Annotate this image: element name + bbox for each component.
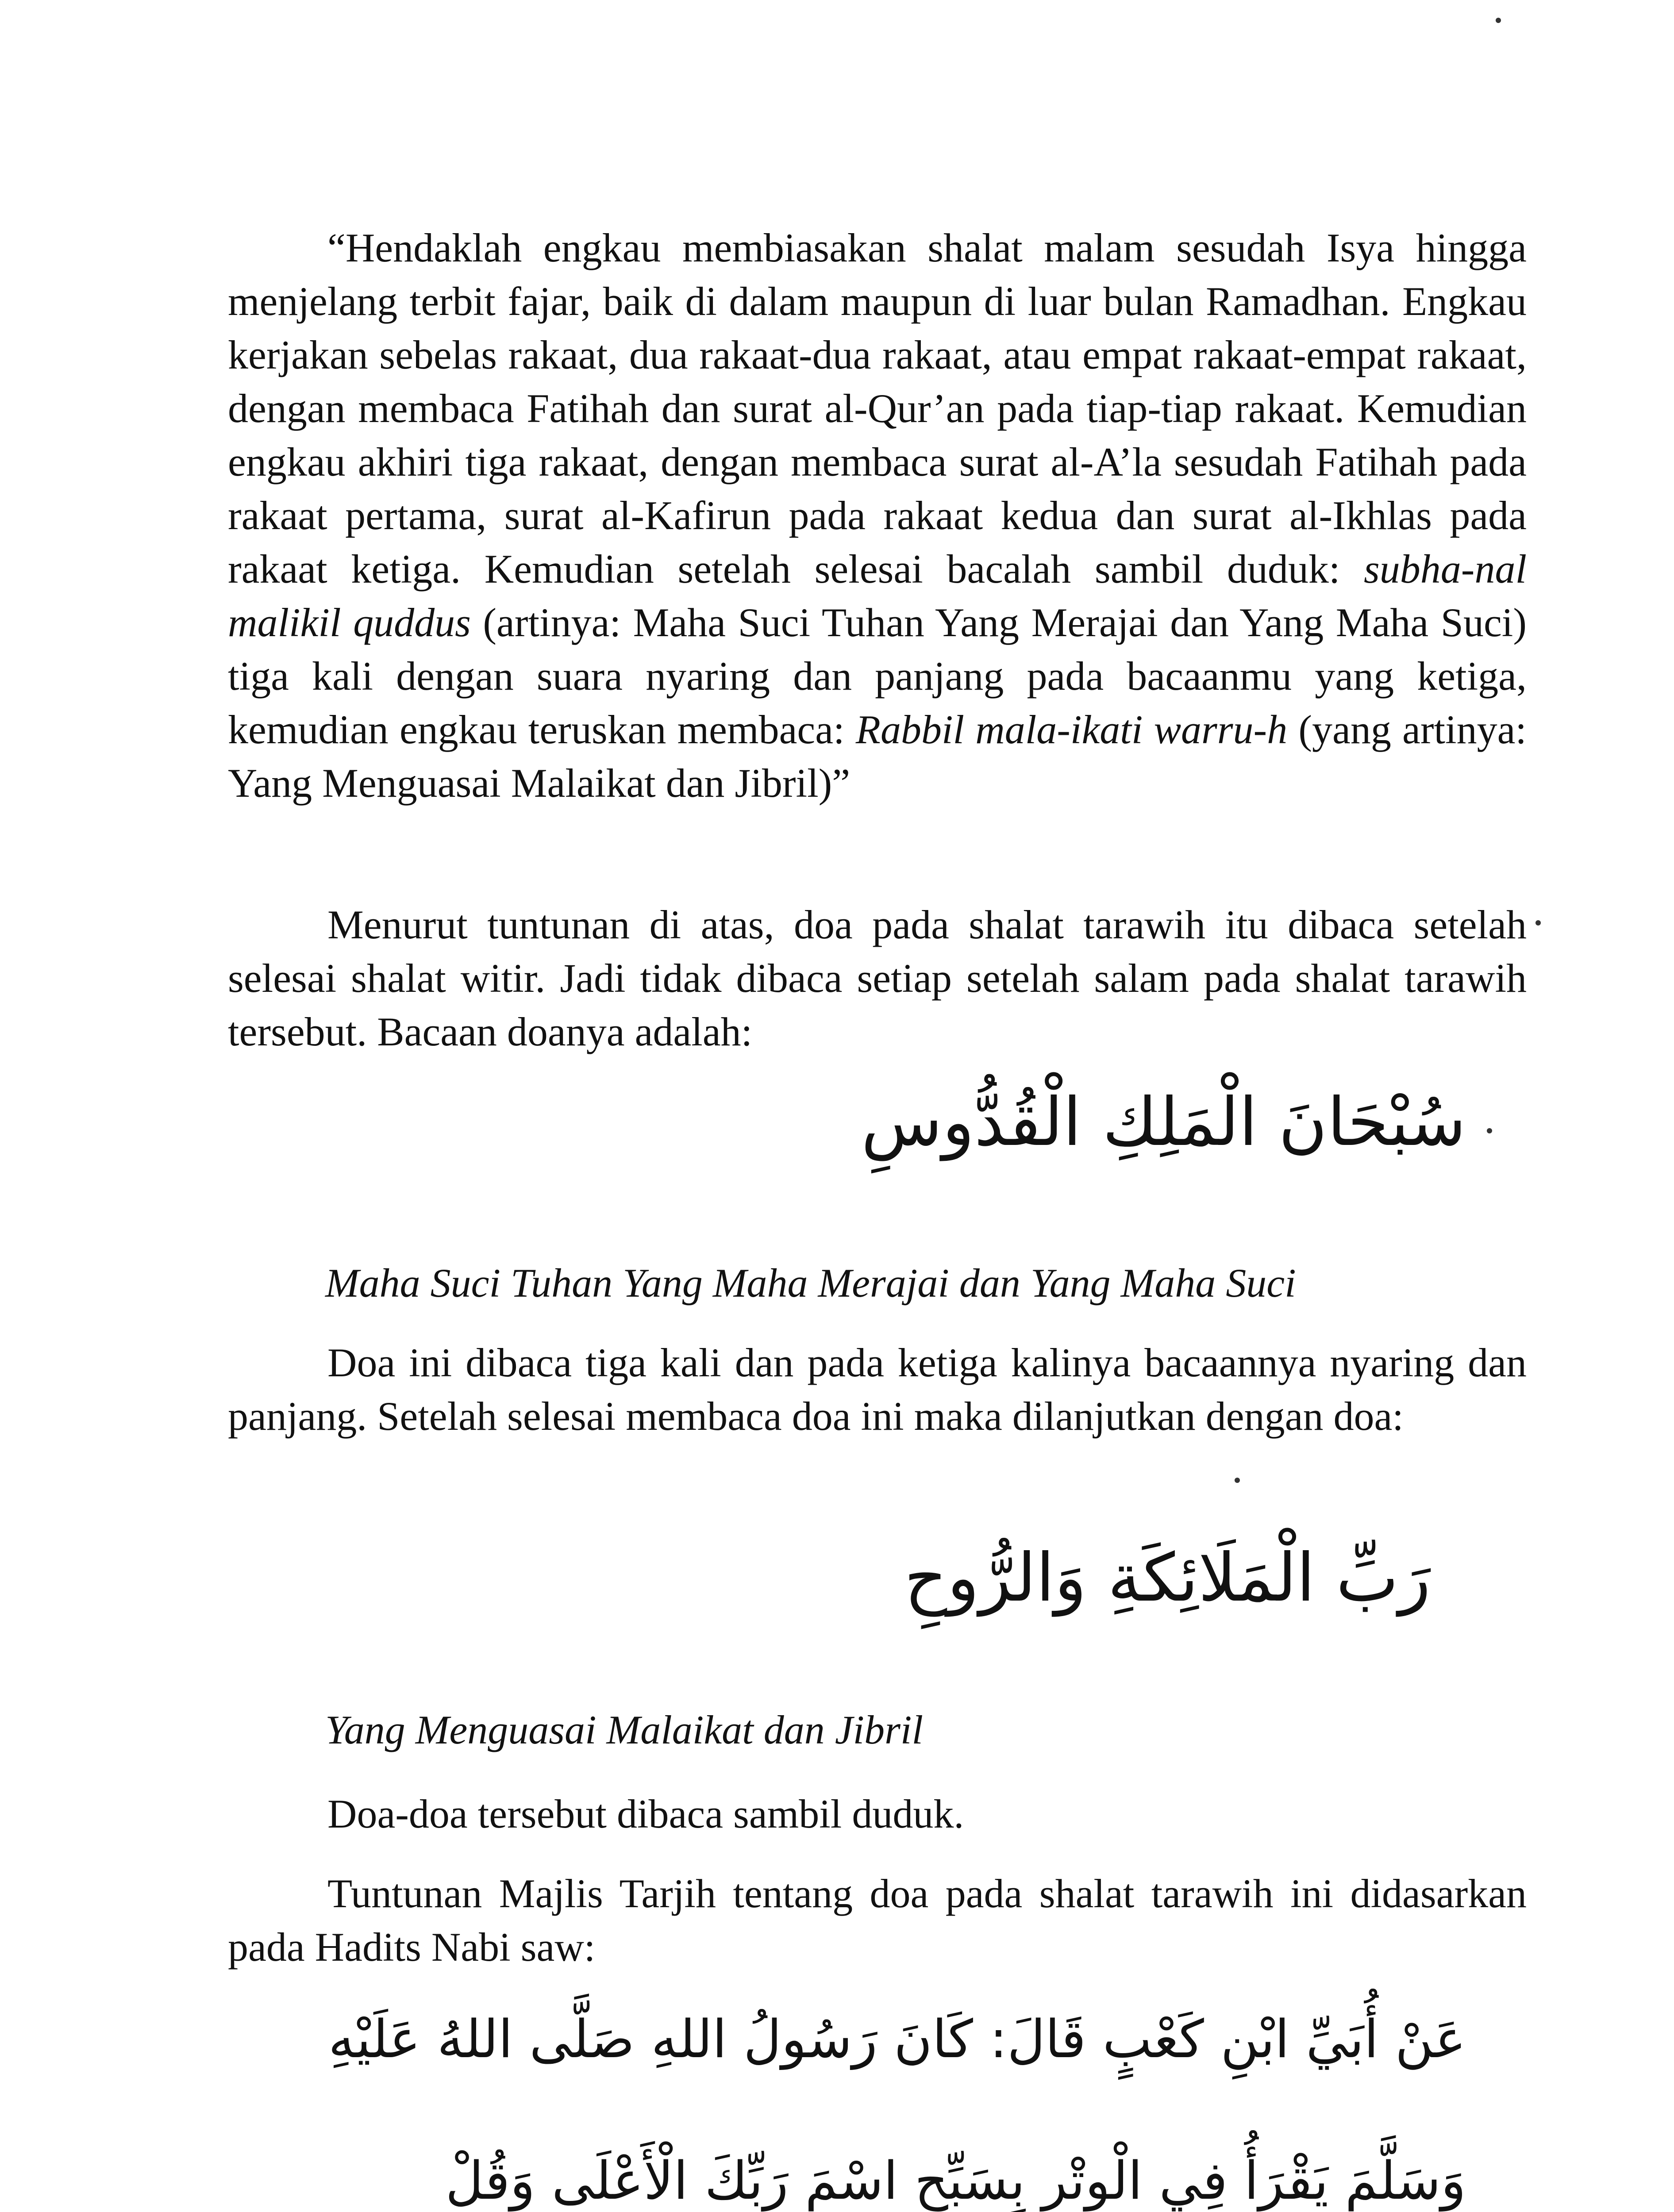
instruction-paragraph: Doa ini dibaca tiga kali dan pada ketiga kalinya bacaannya nyaring dan panjang. Setelah selesai membaca doa ini maka dilanjutkan dengan doa: bbox=[228, 1340, 1527, 1439]
quote-paragraph bbox=[228, 221, 1527, 810]
scan-speck bbox=[1487, 1128, 1492, 1133]
arabic-hadith-line-2: وَسَلَّمَ يَقْرَأُ فِي الْوِتْرِ بِسَبِّحِ اسْمَ رَبِّكَ الْأَعْلَى وَقُلْ bbox=[445, 2150, 1466, 2211]
quote-text-b: (artinya: Maha Suci Tuhan Yang Merajai dan Yang Maha Suci) tiga kali dengan suara nyaring dan panjang pada bacaanmu yang ketiga, kemudian engkau teruskan membaca: bbox=[228, 600, 1527, 752]
quote-italic-rabbil: Rabbil mala-ikati warru-h bbox=[855, 707, 1288, 752]
explanation-paragraph: Menurut tuntunan di atas, doa pada shalat tarawih itu dibaca setelah selesai shalat witir. Jadi tidak dibaca setiap setelah salam pada shalat tarawih tersebut. Bacaan doanya adalah: bbox=[228, 902, 1527, 1054]
scan-speck bbox=[1535, 920, 1541, 926]
translation-subhana: Maha Suci Tuhan Yang Maha Merajai dan Yang Maha Suci bbox=[325, 1260, 1296, 1306]
quote-text-a: “Hendaklah engkau membiasakan shalat malam sesudah Isya hingga menjelang terbit fajar, baik di dalam maupun di luar bulan Ramadhan. Engkau kerjakan sebelas rakaat, dua rakaat-dua rakaat, atau empat rakaat-empat rakaat, dengan membaca Fatihah dan surat al-Qur’an pada tiap-tiap rakaat. Kemudian engkau akhiri tiga rakaat, dengan membaca surat al-A’la sesudah Fatihah pada rakaat pertama, surat al-Kafirun pada rakaat kedua dan surat al-Ikhlas pada rakaat ketiga. Kemudian setelah selesai bacalah sambil duduk: bbox=[228, 225, 1527, 591]
translation-rabbil: Yang Menguasai Malaikat dan Jibril bbox=[325, 1707, 924, 1752]
scan-speck bbox=[1235, 1478, 1240, 1483]
arabic-hadith-line-1: عَنْ أُبَيِّ ابْنِ كَعْبٍ قَالَ: كَانَ رَسُولُ اللهِ صَلَّى اللهُ عَلَيْهِ bbox=[328, 2008, 1466, 2070]
arabic-prayer-subhana: سُبْحَانَ الْمَلِكِ الْقُدُّوسِ bbox=[861, 1084, 1466, 1161]
quote-text-c: (yang artinya: Yang Menguasai Malaikat dan Jibril)” bbox=[228, 707, 1527, 806]
scan-speck bbox=[1496, 18, 1501, 23]
hadith-intro-paragraph: Tuntunan Majlis Tarjih tentang doa pada shalat tarawih ini didasarkan pada Hadits Nabi saw: bbox=[228, 1871, 1527, 1970]
quote-italic-subhanal: subha-nal malikil quddus bbox=[228, 546, 1527, 645]
arabic-prayer-rabbil: رَبِّ الْمَلَائِكَةِ وَالرُّوحِ bbox=[904, 1540, 1431, 1617]
sitting-note-paragraph: Doa-doa tersebut dibaca sambil duduk. bbox=[327, 1791, 964, 1836]
